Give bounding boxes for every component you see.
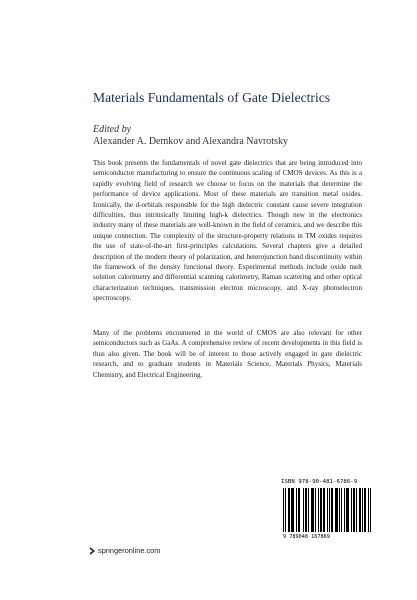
barcode [283,488,371,532]
publisher-link[interactable] [89,546,160,555]
editors: Alexander A. Demkov and Alexandra Navrotsky [93,136,288,147]
publisher-url: springeronline.com [98,546,161,555]
description-paragraph-1: This book presents the fundamentals of novel gate dielectrics that are being introduced into semiconductor manufacturing to ensure the continuous scaling of CMOS devices. As this is a rapidly evolving field of research we choose to focus on the materials that determine the performance of device applications. Most of these materials are transition metal oxides. Ironically, the d-orbitals responsible for the high dielectric constant cause severe integration difficulties, thus intrinsically limiting high-k dielectrics. Though new in the electronics industry many of these materials are well-known in the field of ceramics, and we describe this unique connection. The complexity of the structure-property relations in TM oxides requires the use of state-of-the-art first-principles calculations. Several chapters give a detailed description of the modern theory of polarization, and heterojunction band discontinuity within the framework of the density functional theory. Experimental methods include oxide melt solution calorimetry and differential scanning calorimetry, Raman scattering and other optical characterization techniques, transmission electron microscopy, and X-ray photoelectron spectroscopy. [93,159,362,303]
description-paragraph-2: Many of the problems encountered in the world of CMOS are also relevant for other semiconductors such as GaAs. A comprehensive review of recent developments in this field is thus also given. The book will be of interest to those actively engaged in gate dielectric research, and to graduate students in Materials Science, Materials Physics, Materials Chemistry, and Electrical Engineering. [93,329,362,379]
isbn-number: ISBN 978-90-481-6786-9 [281,479,358,485]
barcode-digits: 9 789048 167869 [283,534,330,540]
chevron-right-icon [89,547,96,555]
edited-by-label: Edited by [93,124,132,135]
book-title: Materials Fundamentals of Gate Dielectrics [93,90,331,105]
